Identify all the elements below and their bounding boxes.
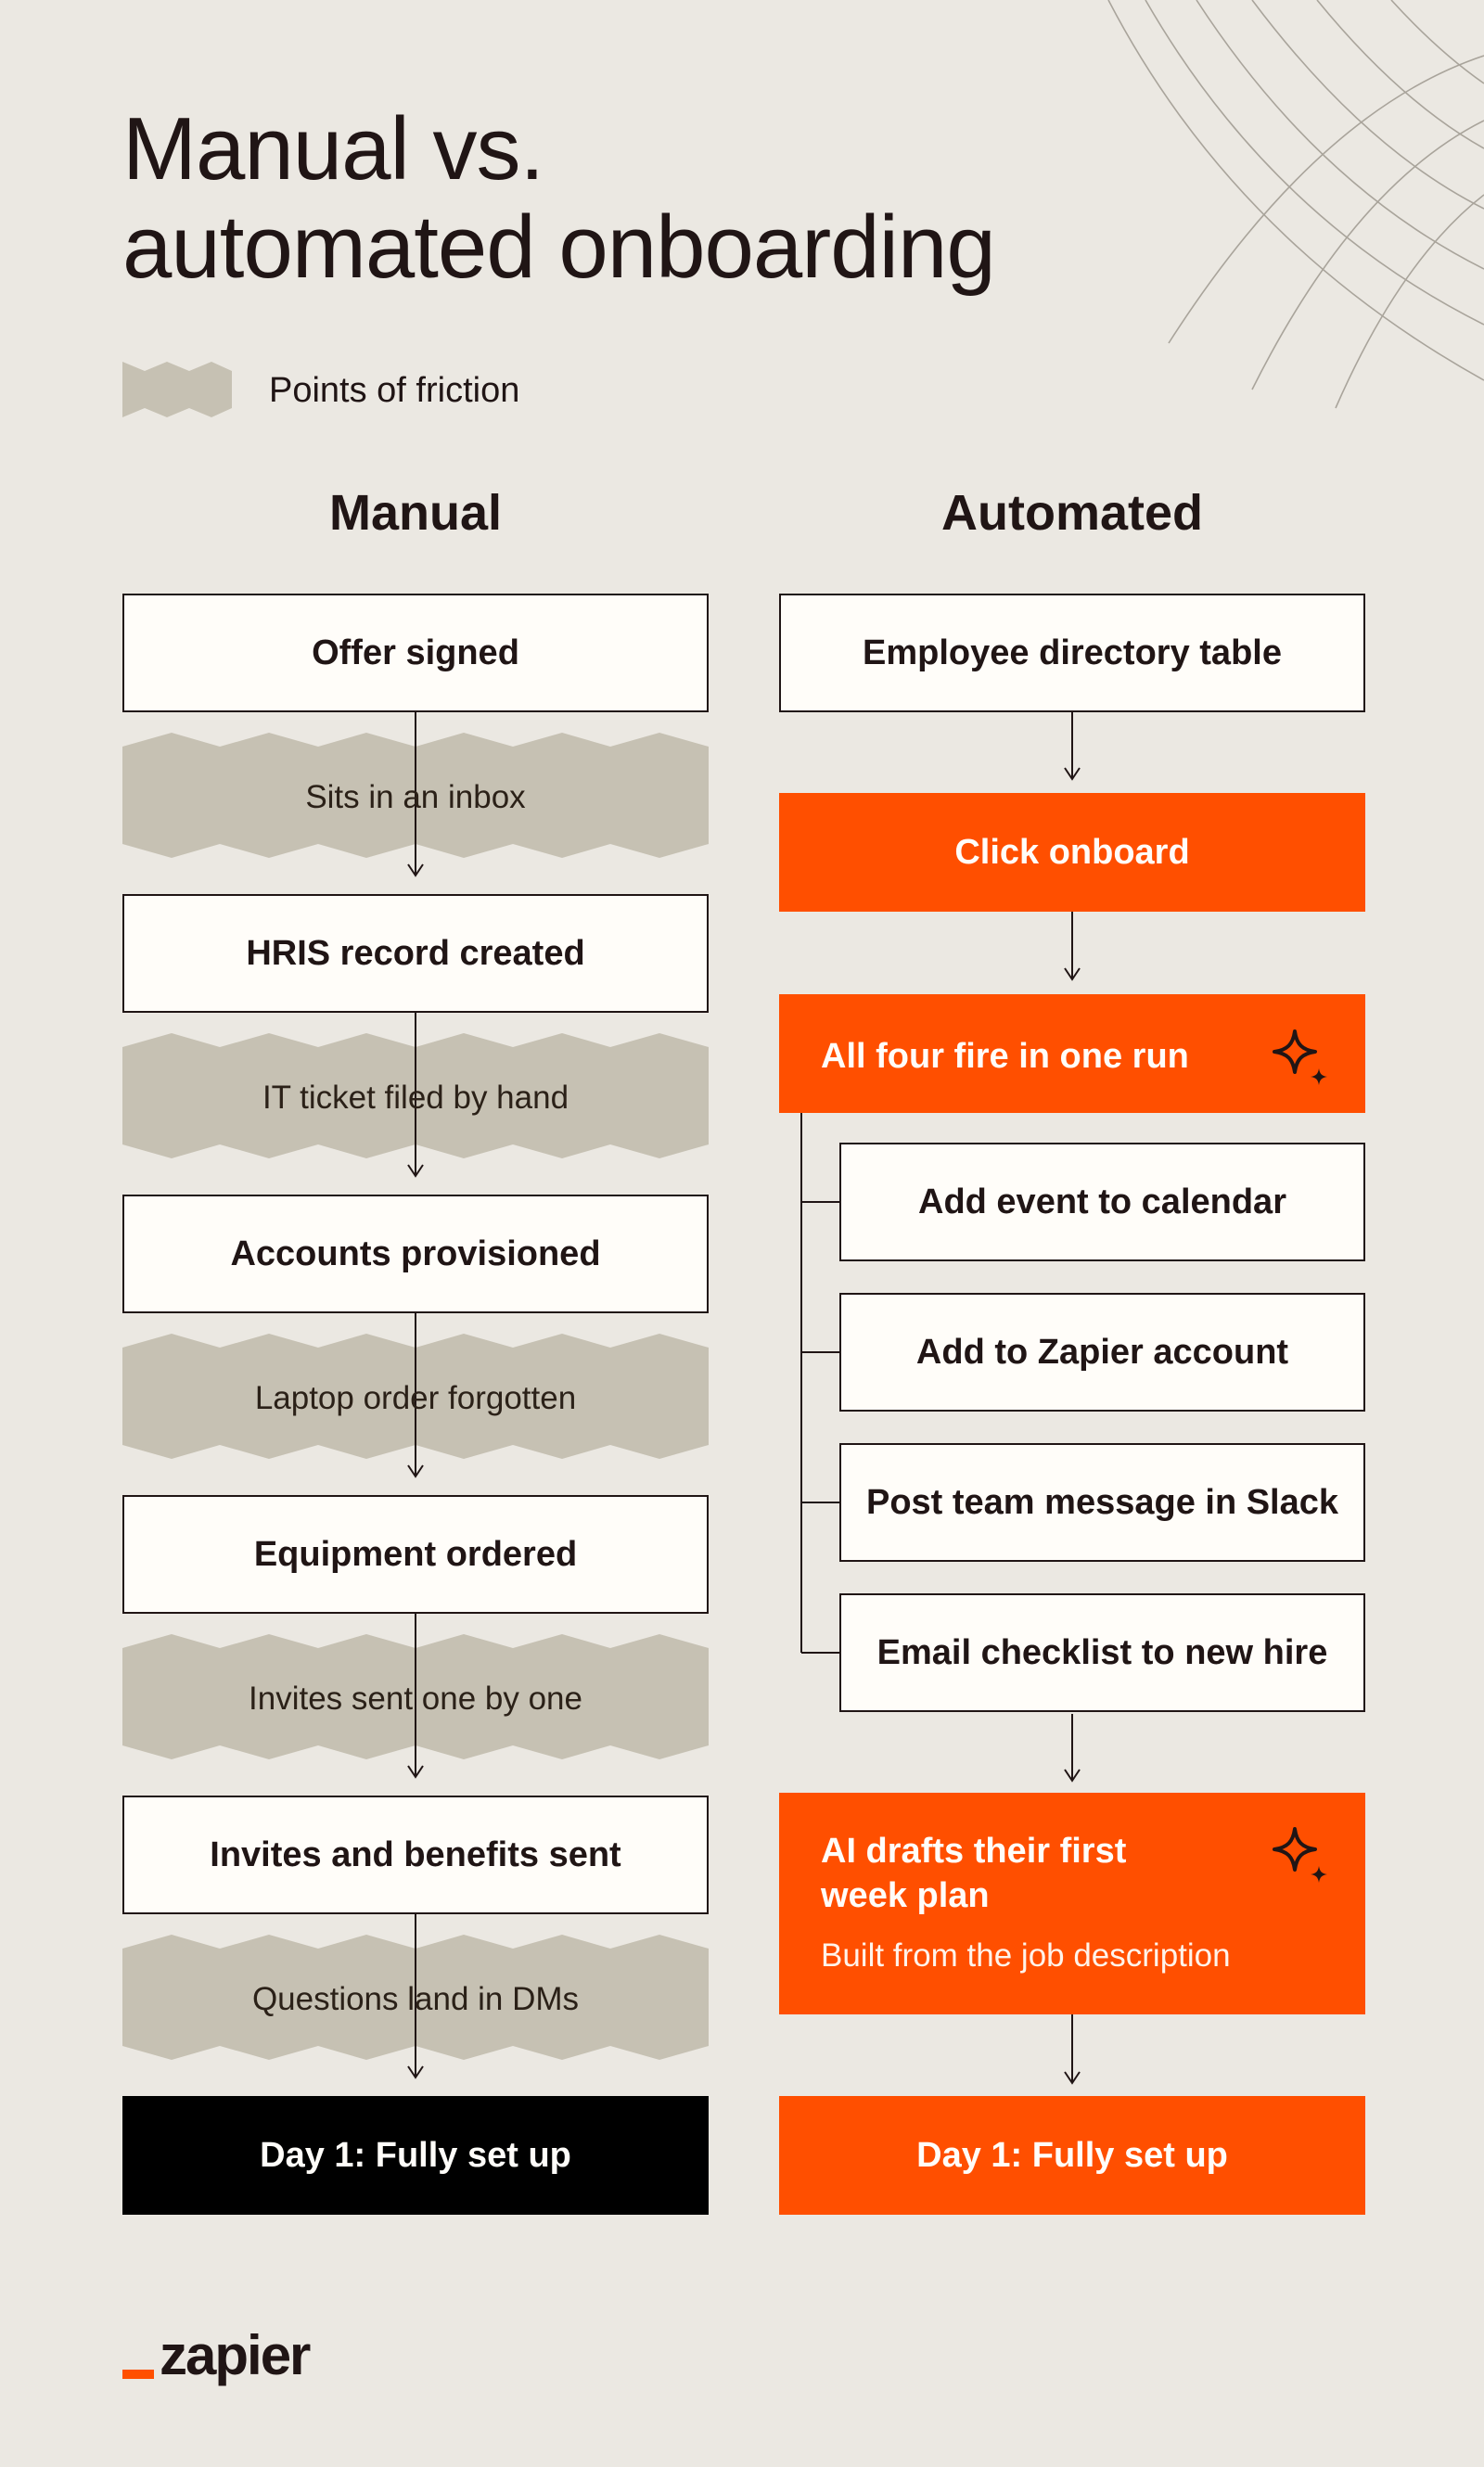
friction-label-1: Sits in an inbox	[305, 779, 526, 815]
friction-label-4: Invites sent one by one	[249, 1681, 582, 1717]
zapier-logo	[122, 2323, 309, 2388]
auto-action-email-checklist: Email checklist to new hire	[839, 1593, 1365, 1712]
manual-step-accounts-provisioned: Accounts provisioned	[122, 1195, 709, 1313]
sparkle-icon	[1271, 1028, 1332, 1089]
title-line-1: Manual vs.	[122, 99, 544, 198]
legend-label: Points of friction	[269, 371, 520, 410]
friction-label-5: Questions land in DMs	[251, 1981, 580, 2017]
auto-action-slack-message: Post team message in Slack	[839, 1443, 1365, 1562]
manual-step-offer-signed: Offer signed	[122, 594, 709, 712]
auto-step-run-label: All four fire in one run	[821, 1037, 1189, 1076]
sparkle-icon	[1271, 1825, 1332, 1886]
auto-step-click-onboard: Click onboard	[779, 793, 1365, 912]
manual-step-equipment-ordered: Equipment ordered	[122, 1495, 709, 1614]
manual-column-heading: Manual	[328, 485, 503, 541]
ai-plan-title: AI drafts their first week plan	[821, 1832, 1127, 1915]
auto-action-zapier-account: Add to Zapier account	[839, 1293, 1365, 1412]
auto-step-day-one: Day 1: Fully set up	[779, 2096, 1365, 2215]
automated-column-heading: Automated	[941, 485, 1203, 541]
manual-step-hris-record: HRIS record created	[122, 894, 709, 1013]
auto-step-directory-table: Employee directory table	[779, 594, 1365, 712]
friction-label-3: Laptop order forgotten	[254, 1380, 577, 1416]
auto-action-calendar: Add event to calendar	[839, 1143, 1365, 1261]
manual-step-invites-sent: Invites and benefits sent	[122, 1796, 709, 1914]
ai-plan-subtitle: Built from the job description	[821, 1937, 1231, 1974]
zapier-logo-text: zapier	[160, 2324, 310, 2386]
title-line-2: automated onboarding	[122, 198, 995, 297]
manual-step-day-one: Day 1: Fully set up	[122, 2096, 709, 2215]
friction-label-2: IT ticket filed by hand	[262, 1080, 569, 1116]
